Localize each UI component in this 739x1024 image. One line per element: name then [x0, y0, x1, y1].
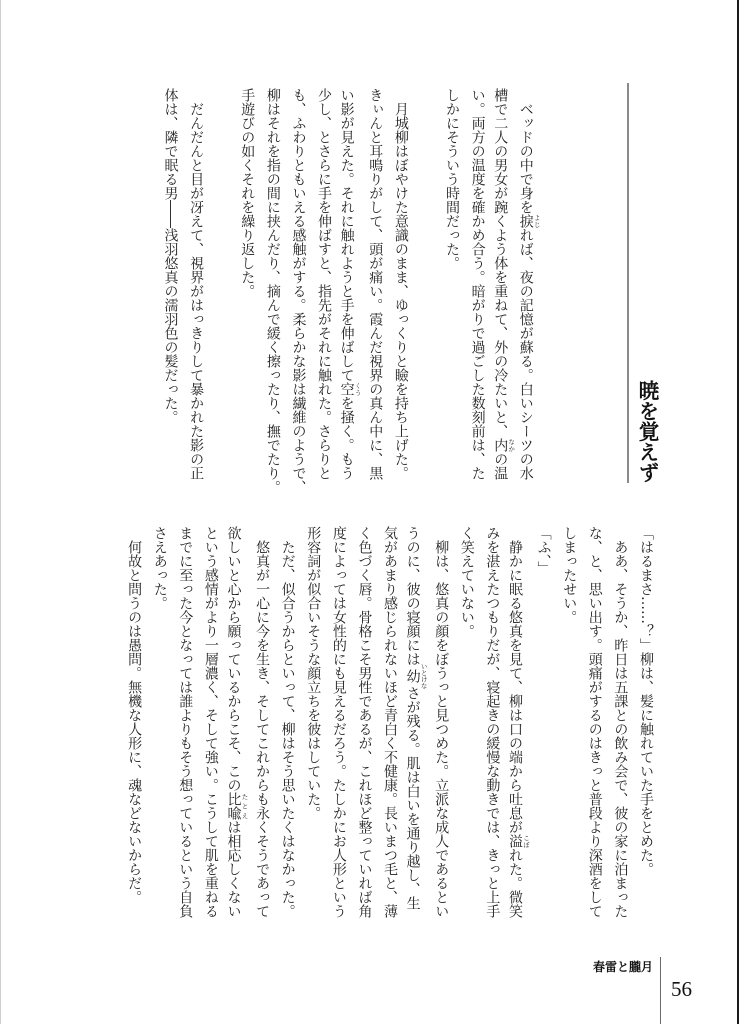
ruby-base: 比喩	[225, 792, 242, 820]
text-line	[515, 88, 541, 528]
text-line: ただ、似合うからといって、柳はそう思いたくはなかった。	[279, 540, 296, 918]
blank-line	[413, 88, 439, 528]
text-line	[504, 526, 530, 966]
text-segment: 欲しいと心から願っているからこそ、この	[225, 526, 242, 792]
text-segment: の温	[492, 452, 509, 480]
ruby-word	[225, 792, 249, 820]
text-line: きぃんと耳鳴りがして、頭が痛い。霞んだ視界の真ん中に、黒	[367, 88, 384, 480]
ruby-reading: くう	[353, 382, 362, 396]
ruby-word	[507, 834, 531, 848]
text-line: 度によっては女性的にも見えるだろう。たしかにお人形という	[330, 526, 347, 918]
ruby-base: 空	[338, 382, 355, 396]
ruby-base: 溢	[507, 834, 524, 848]
text-line: も、ふわりともいえる感触がする。柔らかな影は繊維のようで、	[290, 88, 307, 494]
page-edge-left	[0, 0, 1, 1024]
text-segment: れた。微笑	[507, 848, 524, 918]
text-line: 柳はそれを指の間に挟んだり、摘んで緩く擦ったり、撫でたり。	[264, 88, 281, 494]
paragraph	[121, 526, 147, 966]
text-line: 体は、隣で眠る男――浅羽悠真の濡羽色の髪だった。	[162, 88, 179, 424]
text-segment: は相応しくない	[225, 820, 242, 918]
paragraph	[632, 526, 658, 966]
text-line: しまったせい。	[561, 526, 578, 624]
text-line: 形容詞が似合いそうな顔立ちを彼はしていた。	[305, 526, 322, 820]
text-line: という感情がより一層濃く、そして強い。こうして肌を重ねる	[202, 526, 219, 918]
paragraph	[234, 88, 413, 528]
ruby-base: 捩	[517, 214, 534, 228]
running-book-title: 春雷と朧月	[593, 960, 654, 974]
paragraph	[530, 526, 556, 966]
chapter-title: 暁を覚えず	[635, 380, 659, 483]
footer-divider	[660, 957, 661, 1024]
text-line: い。両方の温度を確かめ合う。暗がりで過ごした数刻前は、た	[469, 88, 486, 480]
chapter-title-rule	[627, 83, 629, 483]
blank-line	[208, 88, 234, 528]
ruby-word	[338, 382, 362, 396]
text-line: さえあった。	[151, 526, 168, 610]
ruby-reading: よじ	[532, 214, 541, 228]
text-line	[336, 88, 362, 528]
text-line: 「ふ、」	[535, 526, 552, 575]
ruby-reading: いとけな	[419, 663, 428, 689]
text-line: ああ、そうか、昨日は五課との飲み会で、彼の家に泊まった	[612, 540, 629, 918]
ruby-reading: こぼ	[522, 834, 531, 848]
text-line: 手遊びの如くそれを繰り返した。	[239, 88, 256, 298]
upper-text-block	[157, 88, 541, 528]
paragraph	[438, 88, 540, 528]
text-segment: ベッドの中で身を	[517, 102, 534, 214]
text-line	[223, 526, 249, 966]
text-line: 「はるまさ……？」柳は、髪に触れていた手をとめた。	[637, 526, 654, 876]
page-number: 56	[671, 977, 692, 1001]
text-segment: れば、夜の記憶が蘇る。白いシーツの水	[517, 228, 534, 480]
text-segment: 槽で二人の男女が踠くよう体を重ねて、外の冷たいと、	[492, 88, 509, 438]
text-line	[490, 88, 516, 528]
text-line: みを湛えたつもりだが、寝起きの緩慢な動きでは、きっと上手	[484, 526, 501, 918]
ruby-base: 幼	[404, 663, 421, 689]
ruby-reading: なか	[507, 438, 516, 452]
paragraph	[157, 88, 208, 528]
lower-text-block	[120, 526, 658, 966]
text-line: な、と、思い出す。頭痛がするのはきっと普段より深酒をして	[586, 526, 603, 918]
text-line: 月城柳はぼやけた意識のまま、ゆっくりと瞼を持ち上げた。	[392, 102, 409, 480]
ruby-reading: たとえ	[240, 792, 249, 820]
text-line: だんだんと目が冴えて、視界がはっきりして暴かれた影の正	[188, 102, 205, 480]
ruby-word	[404, 663, 428, 689]
paragraph	[300, 526, 454, 966]
text-line: 少し、とさらに手を伸ばすと、指先がそれに触れた。さらりと	[316, 88, 333, 480]
ruby-word	[517, 214, 541, 228]
text-line: しかにそういう時間だった。	[444, 88, 461, 270]
text-segment: を掻く。もう	[338, 396, 355, 480]
text-line: 柳は、悠真の顔をぼうっと見つめた。立派な成人であるとい	[433, 540, 450, 918]
text-line: までに至った今となっては誰よりもそう想っているという自負	[177, 526, 194, 918]
ruby-base: 内	[492, 438, 509, 452]
text-line	[402, 526, 428, 966]
text-segment: さが残る。肌は白いを通り越し、生	[404, 686, 421, 910]
paragraph	[146, 526, 274, 966]
text-line: 悠真が一心に今を生き、そしてこれからも永くそうであって	[254, 540, 271, 918]
text-line: 何故と問うのは愚問。無機な人形に、魂などないからだ。	[126, 540, 143, 904]
text-segment: 静かに眠る悠真を見て、柳は口の端から吐息が	[507, 540, 524, 834]
text-line: 気があまり感じられないほど青白く不健康。長いまつ毛と、薄	[382, 526, 399, 918]
text-line: く色づく唇。骨格こそ男性であるが、これほど整っていれば角	[356, 526, 373, 918]
paragraph	[274, 526, 300, 966]
text-line: く笑えていない。	[458, 526, 475, 638]
paragraph	[453, 526, 530, 966]
ruby-word	[492, 438, 516, 452]
text-segment: い影が見えた。それに触れようと手を伸ばして	[338, 88, 355, 382]
paragraph	[556, 526, 633, 966]
text-segment: うのに、彼の寝顔には	[404, 526, 421, 666]
